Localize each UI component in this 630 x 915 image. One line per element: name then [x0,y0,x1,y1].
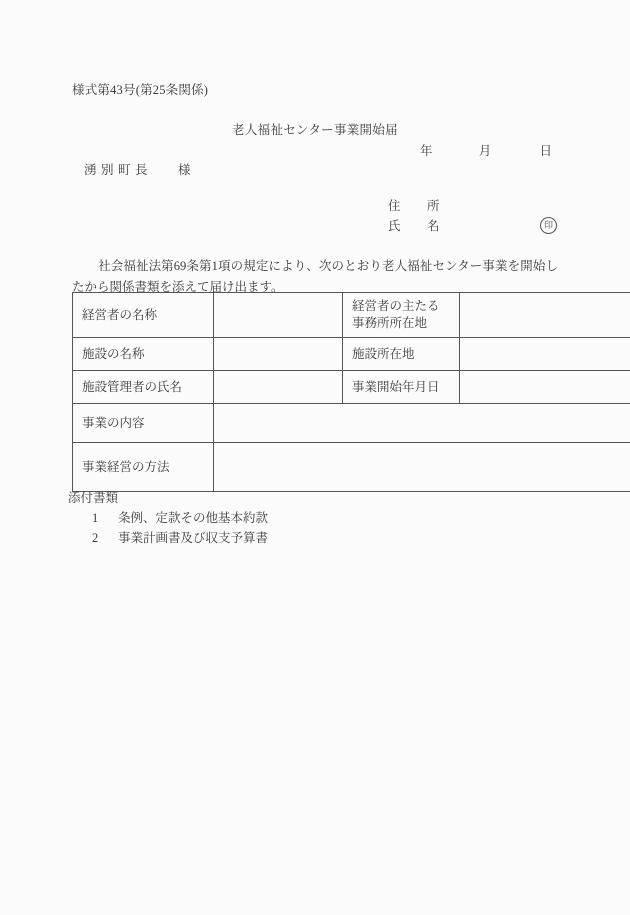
form-number-label: 様式第43号(第25条関係) [72,83,209,97]
declaration-table [72,292,630,492]
row-label-line-2: 事務所所在地 [352,316,428,330]
attachment-number: 2 [92,531,99,545]
attachment-number: 1 [92,511,99,525]
row-label-management-method: 事業経営の方法 [73,443,214,492]
row-value-manager-name[interactable] [214,371,343,404]
table-row [73,293,630,338]
year-label: 年 [419,144,433,158]
table-row [73,338,630,371]
row-label-operator-name: 経営者の名称 [73,293,214,338]
row-label-operator-office-address [343,293,460,338]
applicant-address-label: 住 所 [388,199,447,213]
row-label-manager-name: 施設管理者の氏名 [73,371,214,404]
applicant-address-row [388,196,568,216]
row-value-operator-office-address[interactable] [460,293,630,338]
list-item [68,508,268,528]
applicant-name-label: 氏 名 [388,219,447,233]
page-title: 老人福祉センター事業開始届 [232,123,398,137]
row-value-start-date[interactable] [460,371,630,404]
row-value-facility-name[interactable] [214,338,343,371]
row-label-facility-address: 施設所在地 [343,338,460,371]
attachment-text: 事業計画書及び収支予算書 [118,531,269,545]
addressee-line [84,160,191,178]
seal-icon: 印 [540,217,557,234]
row-label-facility-name: 施設の名称 [73,338,214,371]
row-label-start-date: 事業開始年月日 [343,371,460,404]
attachments-section [68,488,268,548]
row-value-facility-address[interactable] [460,338,630,371]
applicant-name-row [388,216,568,236]
row-label-business-content: 事業の内容 [73,404,214,443]
attachment-text: 条例、定款その他基本約款 [118,511,269,525]
table-row [73,443,630,492]
row-label-line-1: 経営者の主たる [352,299,440,313]
date-line [0,141,630,159]
applicant-block [388,196,568,236]
body-paragraph-text: 社会福祉法第69条第1項の規定により、次のとおり老人福祉センター事業を開始したから関係書類を添えて届け出ます。 [72,259,558,294]
row-value-business-content[interactable] [214,404,630,443]
row-value-management-method[interactable] [214,443,630,492]
day-label: 日 [539,144,552,158]
addressee-office: 湧別町長 [84,163,153,177]
addressee-honorific: 様 [178,163,191,177]
attachments-title: 添付書類 [68,491,119,505]
list-item [68,528,268,548]
row-value-operator-name[interactable] [214,293,343,338]
table-row [73,371,630,404]
month-label: 月 [478,144,492,158]
table-row [73,404,630,443]
